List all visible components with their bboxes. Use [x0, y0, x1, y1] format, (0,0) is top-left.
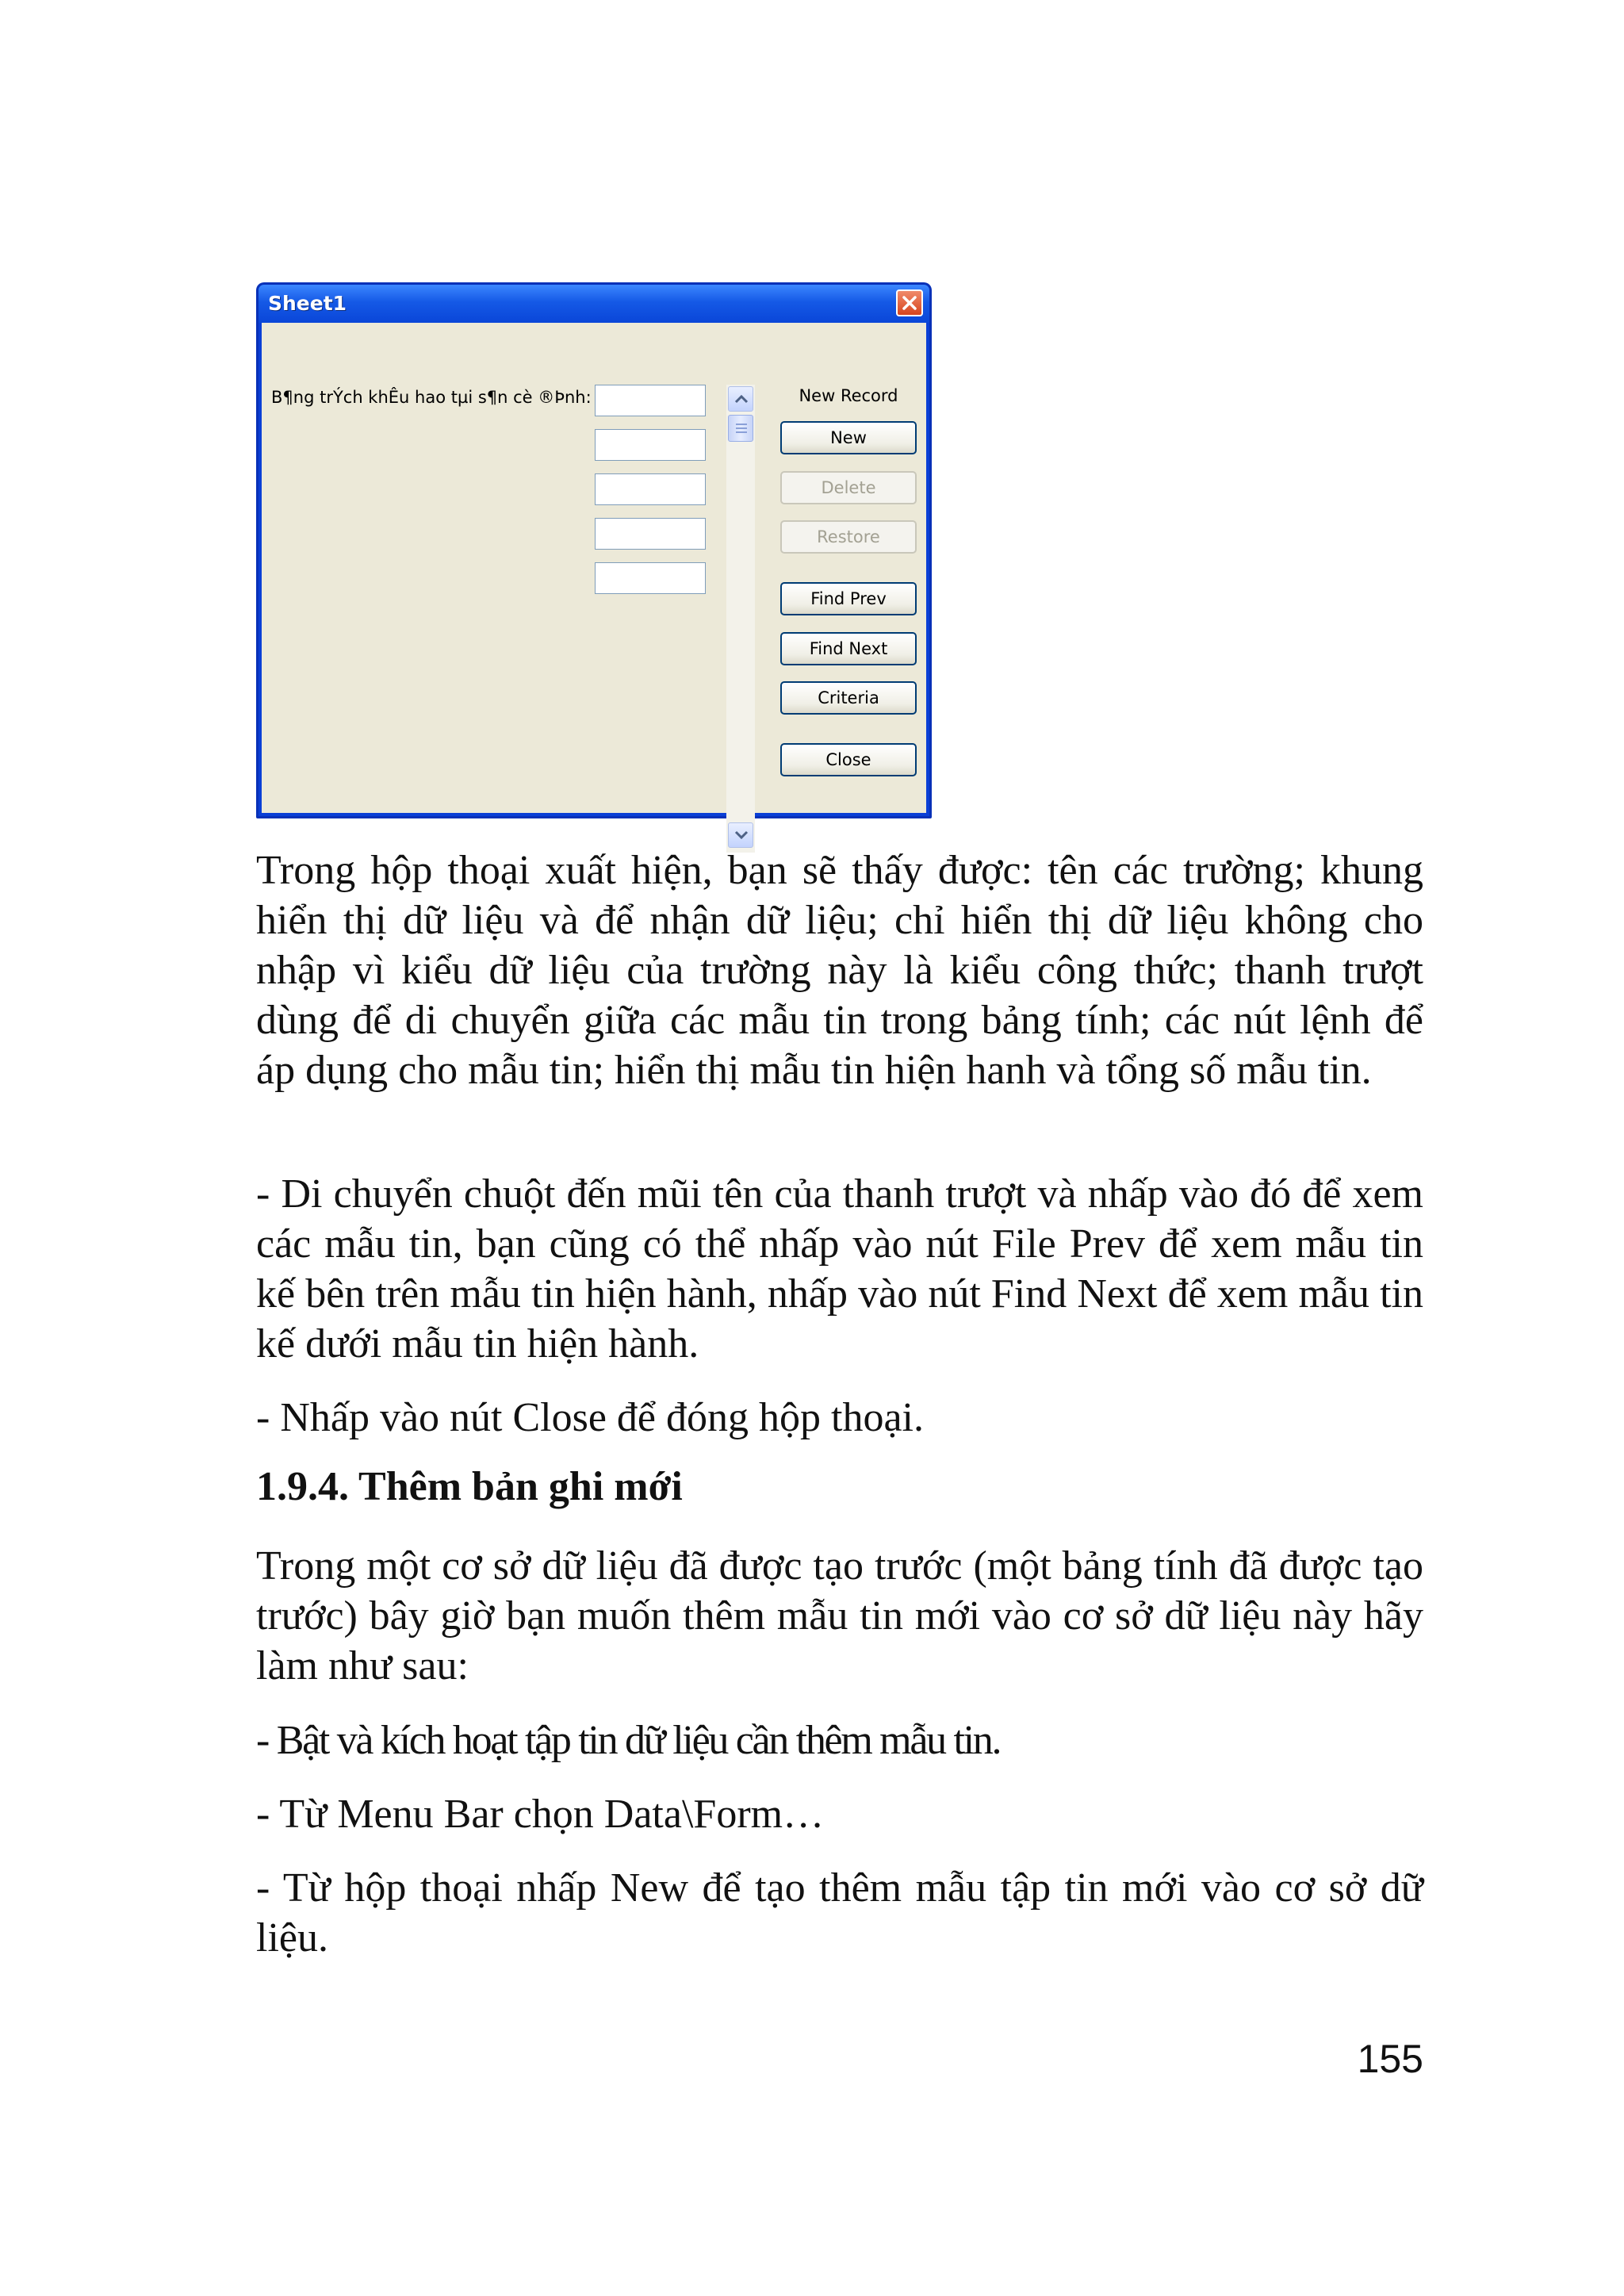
restore-button: Restore — [780, 520, 917, 554]
field-input-1[interactable] — [595, 385, 706, 416]
scroll-up-button[interactable] — [728, 386, 753, 412]
close-icon[interactable] — [896, 289, 923, 316]
grip-icon — [734, 422, 749, 435]
close-x-glyph — [902, 295, 917, 311]
scroll-thumb[interactable] — [728, 415, 753, 442]
page-number: 155 — [1357, 2037, 1423, 2081]
record-scrollbar[interactable] — [726, 385, 755, 853]
field-input-5[interactable] — [595, 562, 706, 594]
field-name-label: B¶ng trÝch khÊu hao tµi s¶n cè ®Þnh: — [271, 388, 592, 407]
field-input-4[interactable] — [595, 518, 706, 550]
paragraph-step-3: - Từ hộp thoại nhấp New để tạo thêm mẫu tập tin mới vào cơ sở dữ liệu. — [256, 1865, 1423, 1961]
field-input-3[interactable] — [595, 473, 706, 505]
paragraph-step-2: - Từ Menu Bar chọn Data\Form… — [256, 1792, 825, 1837]
find-prev-button[interactable]: Find Prev — [780, 582, 917, 615]
close-button[interactable]: Close — [780, 743, 917, 776]
scroll-down-button[interactable] — [728, 822, 753, 848]
chevron-down-icon — [734, 830, 749, 841]
paragraph-navigation: - Di chuyển chuột đến mũi tên của thanh trượt và nhấp vào đó để xem các mẫu tin, bạn cũng có thể nhấp vào nút File Prev để xem mẫu tin kế bên trên mẫu tin hiện hành, nhấp vào nút Find Next để xem mẫu tin kế dưới mẫu tin hiện hành. — [256, 1171, 1423, 1366]
data-form-dialog — [256, 282, 932, 818]
dialog-titlebar — [259, 285, 929, 323]
paragraph-step-1: - Bật và kích hoạt tập tin dữ liệu cần thêm mẫu tin. — [256, 1718, 1001, 1763]
paragraph-intro: Trong một cơ sở dữ liệu đã được tạo trước (một bảng tính đã được tạo trước) bây giờ bạn muốn thêm mẫu tin mới vào cơ sở dữ liệu này hãy làm như sau: — [256, 1543, 1423, 1688]
criteria-button[interactable]: Criteria — [780, 681, 917, 715]
find-next-button[interactable]: Find Next — [780, 632, 917, 665]
chevron-up-icon — [734, 393, 749, 404]
paragraph-dialog-description: Trong hộp thoại xuất hiện, bạn sẽ thấy được: tên các trường; khung hiển thị dữ liệu và để nhận dữ liệu; chỉ hiển thị dữ liệu không cho nhập vì kiểu dữ liệu của trường này là kiểu công thức; thanh trượt dùng để di chuyển giữa các mẫu tin trong bảng tính; các nút lệnh để áp dụng cho mẫu tin; hiển thị mẫu tin hiện hanh và tổng số mẫu tin. — [256, 848, 1423, 1093]
dialog-body — [262, 323, 926, 813]
record-status: New Record — [799, 386, 898, 405]
new-button[interactable]: New — [780, 421, 917, 454]
section-heading: 1.9.4. Thêm bản ghi mới — [256, 1464, 683, 1509]
field-input-2[interactable] — [595, 429, 706, 461]
paragraph-close: - Nhấp vào nút Close để đóng hộp thoại. — [256, 1395, 924, 1440]
dialog-title: Sheet1 — [268, 292, 347, 315]
delete-button: Delete — [780, 471, 917, 504]
